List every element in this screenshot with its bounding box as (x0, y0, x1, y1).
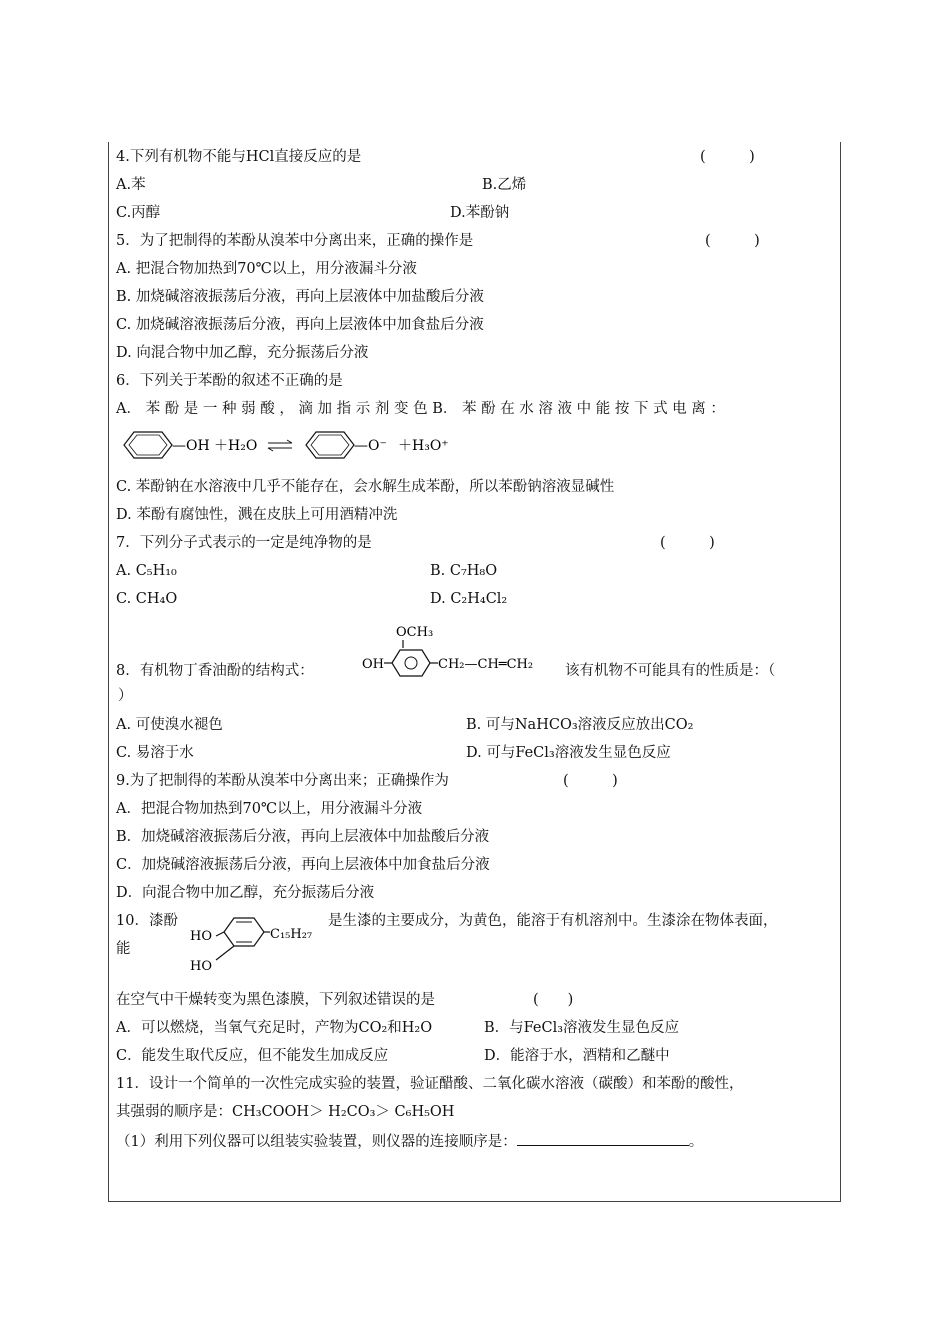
q8-option-a: A. 可使溴水褪色 (116, 717, 223, 733)
q10-stem-suffix: 是生漆的主要成分，为黄色，能溶于有机溶剂中。生漆涂在物体表面， (328, 913, 778, 929)
q5-option-c: C. 加烧碱溶液振荡后分液，再向上层液体中加食盐后分液 (116, 317, 484, 333)
benzene-ring-icon (124, 432, 172, 458)
q7-option-a: A. C₅H₁₀ (116, 563, 177, 579)
q10-stem-prefix: 10．漆酚 (116, 913, 178, 929)
q4-stem: 4.下列有机物不能与HCl直接反应的是 (116, 149, 362, 165)
eq-oh-group: —OH (172, 438, 210, 454)
q7-option-c: C. CH₄O (116, 591, 178, 607)
q7-stem: 7．下列分子式表示的一定是纯净物的是 (116, 535, 372, 551)
q6-option-d: D. 苯酚有腐蚀性，溅在皮肤上可用酒精冲洗 (116, 507, 398, 523)
urushiol-benzene-ring-icon (224, 918, 264, 946)
eugenol-och3-label: OCH₃ (396, 625, 434, 640)
q4-option-b: B.乙烯 (482, 177, 527, 193)
q7-answer-paren: ( ) (660, 535, 715, 551)
phenol-ionization-equation (116, 428, 476, 462)
eugenol-structure (358, 620, 558, 682)
q5-answer-paren: ( ) (705, 233, 760, 249)
q5-stem: 5．为了把制得的苯酚从溴苯中分离出来，正确的操作是 (116, 233, 474, 249)
q11-part1-period: 。 (688, 1134, 704, 1150)
eq-phenoxide-group: —O⁻ (354, 438, 387, 454)
q10-stem-neng: 能 (116, 941, 131, 957)
urushiol-side-chain: C₁₅H₂₇ (270, 927, 313, 942)
q5-option-d: D. 向混合物中加乙醇，充分振荡后分液 (116, 345, 369, 361)
urushiol-structure (186, 910, 326, 976)
q10-stem-2: 在空气中干燥转变为黑色漆膜，下列叙述错误的是 (116, 992, 435, 1008)
q9-option-a: A．把混合物加热到70℃以上，用分液漏斗分液 (116, 801, 423, 817)
eq-plus-water: ＋H₂O (214, 438, 258, 454)
q4-answer-paren: ( ) (700, 149, 755, 165)
q11-answer-blank[interactable] (517, 1131, 689, 1146)
q4-option-d: D.苯酚钠 (450, 205, 510, 221)
eugenol-benzene-ring-icon (392, 650, 430, 676)
q8-option-b: B. 可与NaHCO₃溶液反应放出CO₂ (466, 717, 694, 733)
phenoxide-ring-icon (306, 432, 354, 458)
q8-option-c: C. 易溶于水 (116, 745, 194, 761)
q10-option-b: B．与FeCl₃溶液发生显色反应 (484, 1020, 680, 1036)
q7-option-b: B. C₇H₈O (430, 563, 498, 579)
q7-option-d: D. C₂H₄Cl₂ (430, 591, 508, 607)
q11-stem-2: 其强弱的顺序是：CH₃COOH＞ H₂CO₃＞ C₆H₅OH (116, 1104, 455, 1120)
urushiol-ho-label-2: HO (190, 959, 212, 974)
q9-stem: 9.为了把制得的苯酚从溴苯中分离出来；正确操作为 (116, 773, 449, 789)
q8-stem-prefix: 8．有机物丁香油酚的结构式： (116, 663, 314, 679)
q10-option-c: C．能发生取代反应，但不能发生加成反应 (116, 1048, 389, 1064)
q10-option-d: D．能溶于水，酒精和乙醚中 (484, 1048, 670, 1064)
q9-option-c: C．加烧碱溶液振荡后分液，再向上层液体中加食盐后分液 (116, 857, 490, 873)
q6-stem: 6．下列关于苯酚的叙述不正确的是 (116, 373, 343, 389)
q8-stem-close-paren: ） (118, 688, 133, 704)
q11-part1 (116, 1131, 703, 1152)
q5-option-a: A. 把混合物加热到70℃以上，用分液漏斗分液 (116, 261, 417, 277)
equilibrium-arrow-icon (268, 440, 292, 451)
q10-answer-paren: ( ) (533, 992, 574, 1008)
q9-option-d: D．向混合物中加乙醇，充分振荡后分液 (116, 885, 375, 901)
q4-option-a: A.苯 (116, 177, 146, 193)
eugenol-allyl-chain: CH₂—CH═CH₂ (438, 657, 534, 672)
q9-answer-paren: ( ) (563, 773, 618, 789)
q9-option-b: B．加烧碱溶液振荡后分液，再向上层液体中加盐酸后分液 (116, 829, 490, 845)
urushiol-ho-label-1: HO (190, 929, 212, 944)
eugenol-oh-label: OH (362, 657, 384, 672)
q8-stem-suffix: 该有机物不可能具有的性质是：（ (565, 663, 776, 679)
q8-option-d: D. 可与FeCl₃溶液发生显色反应 (466, 745, 671, 761)
q5-option-b: B. 加烧碱溶液振荡后分液，再向上层液体中加盐酸后分液 (116, 289, 484, 305)
q11-part1-prompt: （1）利用下列仪器可以组装实验装置，则仪器的连接顺序是： (116, 1134, 517, 1150)
q11-stem: 11．设计一个简单的一次性完成实验的装置，验证醋酸、二氧化碳水溶液（碳酸）和苯酚的酸性， (116, 1076, 744, 1092)
eq-plus-hydronium: ＋H₃O⁺ (398, 438, 449, 454)
q6-option-c: C. 苯酚钠在水溶液中几乎不能存在，会水解生成苯酚，所以苯酚钠溶液显碱性 (116, 479, 615, 495)
q4-option-c: C.丙醇 (116, 205, 161, 221)
q10-option-a: A．可以燃烧，当氧气充足时，产物为CO₂和H₂O (116, 1020, 433, 1036)
q6-options-ab: A． 苯 酚 是 一 种 弱 酸 ， 滴 加 指 示 剂 变 色 B． 苯 酚 在 水 溶 液 中 能 按 下 式 电 离 ： (116, 401, 725, 417)
